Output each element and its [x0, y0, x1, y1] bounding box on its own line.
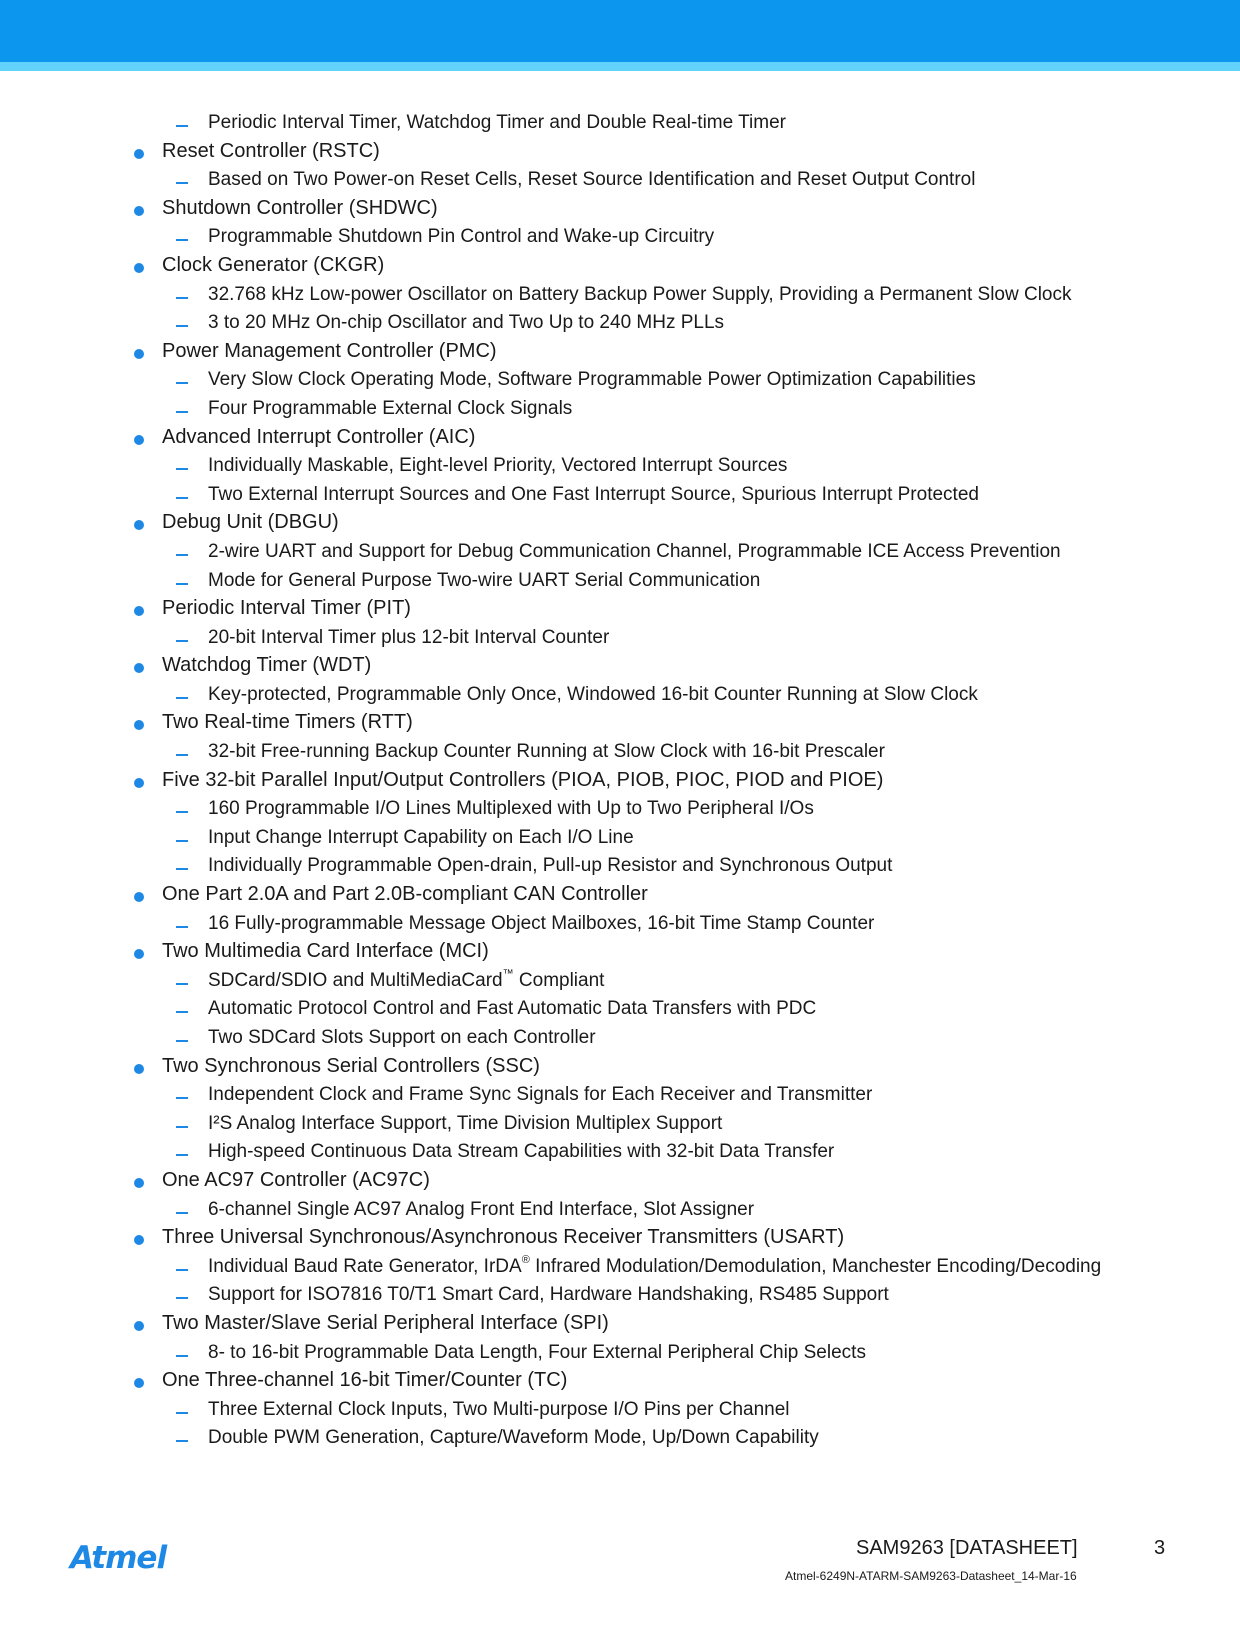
sub-list-item [0, 1023, 1240, 1052]
list-item [0, 1052, 1240, 1081]
item-text: Periodic Interval Timer (PIT) [162, 597, 411, 620]
item-text: Two Multimedia Card Interface (MCI) [162, 940, 489, 963]
list-item [0, 937, 1240, 966]
sub-list-item [0, 1338, 1240, 1367]
sub-list-item [0, 909, 1240, 938]
bullet-icon [134, 1378, 144, 1388]
item-text: High-speed Continuous Data Stream Capabilities with 32-bit Data Transfer [208, 1141, 835, 1163]
dash-icon [176, 125, 188, 127]
item-text: Clock Generator (CKGR) [162, 253, 385, 276]
sub-list-item [0, 1195, 1240, 1224]
bullet-icon [134, 892, 144, 902]
sub-list-item [0, 308, 1240, 337]
trademark-mark: ® [521, 1253, 530, 1266]
logo-text: Atmel [70, 1540, 167, 1576]
item-text: Power Management Controller (PMC) [162, 339, 497, 362]
list-item [0, 880, 1240, 909]
sub-list-item [0, 365, 1240, 394]
sub-list-item [0, 280, 1240, 309]
sub-list-item [0, 1395, 1240, 1424]
sub-list-item [0, 680, 1240, 709]
item-text: Automatic Protocol Control and Fast Automatic Data Transfers with PDC [208, 998, 817, 1020]
dash-icon [176, 840, 188, 842]
bullet-icon [134, 720, 144, 730]
item-text: 20-bit Interval Timer plus 12-bit Interval Counter [208, 626, 610, 648]
item-text: Two SDCard Slots Support on each Controller [208, 1027, 596, 1048]
item-text: Reset Controller (RSTC) [162, 139, 380, 162]
bullet-icon [134, 949, 144, 959]
item-text: Key-protected, Programmable Only Once, Windowed 16-bit Counter Running at Slow Clock [208, 683, 978, 705]
item-text: One Three-channel 16-bit Timer/Counter (TC) [162, 1369, 568, 1392]
dash-icon [176, 297, 188, 299]
dash-icon [176, 811, 188, 813]
sub-list-item [0, 566, 1240, 595]
list-item [0, 423, 1240, 452]
page-number: 3 [1154, 1537, 1166, 1559]
bullet-icon [134, 1064, 144, 1074]
sub-list-item [0, 1137, 1240, 1166]
sub-list-item [0, 1280, 1240, 1309]
list-item [0, 708, 1240, 737]
item-text: Input Change Interrupt Capability on Each I/O Line [208, 826, 634, 848]
sub-list-item [0, 737, 1240, 766]
sub-list-item [0, 1109, 1240, 1138]
dash-icon [176, 1355, 188, 1357]
list-item [0, 594, 1240, 623]
list-item [0, 337, 1240, 366]
item-text: Programmable Shutdown Pin Control and Wake-up Circuitry [208, 226, 715, 248]
sub-list-item [0, 1423, 1240, 1452]
dash-icon [176, 1011, 188, 1013]
dash-icon [176, 1040, 188, 1042]
list-item [0, 1166, 1240, 1195]
bullet-icon [134, 435, 144, 445]
item-text: Independent Clock and Frame Sync Signals for Each Receiver and Transmitter [208, 1084, 873, 1106]
bullet-icon [134, 778, 144, 788]
item-text: 16 Fully-programmable Message Object Mailboxes, 16-bit Time Stamp Counter [208, 912, 875, 934]
item-text: Advanced Interrupt Controller (AIC) [162, 425, 476, 448]
footer-title: SAM9263 [DATASHEET] [856, 1537, 1078, 1559]
sub-list-item [0, 480, 1240, 509]
feature-list [0, 108, 1240, 1452]
atmel-logo [70, 1540, 180, 1586]
item-text: Three Universal Synchronous/Asynchronous Receiver Transmitters (USART) [162, 1226, 845, 1249]
dash-icon [176, 382, 188, 384]
bullet-icon [134, 1178, 144, 1188]
bullet-icon [134, 606, 144, 616]
dash-icon [176, 239, 188, 241]
dash-icon [176, 1097, 188, 1099]
item-text: Support for ISO7816 T0/T1 Smart Card, Hardware Handshaking, RS485 Support [208, 1284, 889, 1306]
dash-icon [176, 497, 188, 499]
dash-icon [176, 697, 188, 699]
bullet-icon [134, 206, 144, 216]
sub-list-item [0, 823, 1240, 852]
dash-icon [176, 1269, 188, 1271]
item-text: 160 Programmable I/O Lines Multiplexed with Up to Two Peripheral I/Os [208, 798, 814, 820]
item-text: Debug Unit (DBGU) [162, 511, 339, 534]
item-text: Five 32-bit Parallel Input/Output Controllers (PIOA, PIOB, PIOC, PIOD and PIOE) [162, 768, 884, 791]
dash-icon [176, 182, 188, 184]
document-id: Atmel-6249N-ATARM-SAM9263-Datasheet_14-Mar-16 [785, 1569, 1077, 1583]
item-text: 2-wire UART and Support for Debug Communication Channel, Programmable ICE Access Prevention [208, 540, 1061, 562]
sub-list-item [0, 222, 1240, 251]
item-text: Three External Clock Inputs, Two Multi-purpose I/O Pins per Channel [208, 1398, 790, 1420]
list-item [0, 1366, 1240, 1395]
bullet-icon [134, 149, 144, 159]
item-text: 8- to 16-bit Programmable Data Length, Four External Peripheral Chip Selects [208, 1341, 866, 1363]
dash-icon [176, 754, 188, 756]
item-text: Shutdown Controller (SHDWC) [162, 196, 438, 219]
header-bar [0, 0, 1240, 62]
dash-icon [176, 1297, 188, 1299]
item-text: Individual Baud Rate Generator, IrDA® Infrared Modulation/Demodulation, Manchester Encoding/Decoding [208, 1253, 1102, 1277]
list-item [0, 1223, 1240, 1252]
item-text: Mode for General Purpose Two-wire UART Serial Communication [208, 569, 761, 591]
dash-icon [176, 868, 188, 870]
item-text: I²S Analog Interface Support, Time Division Multiplex Support [208, 1112, 723, 1134]
dash-icon [176, 640, 188, 642]
dash-icon [176, 583, 188, 585]
item-text: Double PWM Generation, Capture/Waveform Mode, Up/Down Capability [208, 1427, 819, 1449]
item-text: Based on Two Power-on Reset Cells, Reset Source Identification and Reset Output Control [208, 169, 976, 191]
sub-list-item [0, 537, 1240, 566]
sub-list-item [0, 994, 1240, 1023]
dash-icon [176, 1412, 188, 1414]
item-text: Watchdog Timer (WDT) [162, 654, 372, 677]
sub-list-item [0, 165, 1240, 194]
sub-list-item [0, 966, 1240, 995]
sub-list-item [0, 1252, 1240, 1281]
item-text: Two External Interrupt Sources and One Fast Interrupt Source, Spurious Interrupt Protected [208, 483, 979, 505]
item-text: Two Master/Slave Serial Peripheral Interface (SPI) [162, 1311, 609, 1334]
item-text: One AC97 Controller (AC97C) [162, 1168, 430, 1191]
item-text: Two Real-time Timers (RTT) [162, 711, 413, 734]
sub-list-item [0, 108, 1240, 137]
sub-list-item [0, 1080, 1240, 1109]
item-text: 32.768 kHz Low-power Oscillator on Battery Backup Power Supply, Providing a Permanent Slow Clock [208, 283, 1072, 305]
item-text: Four Programmable External Clock Signals [208, 397, 573, 419]
dash-icon [176, 983, 188, 985]
item-text: Periodic Interval Timer, Watchdog Timer and Double Real-time Timer [208, 112, 786, 133]
list-item [0, 194, 1240, 223]
dash-icon [176, 1154, 188, 1156]
bullet-icon [134, 1235, 144, 1245]
item-text: 32-bit Free-running Backup Counter Running at Slow Clock with 16-bit Prescaler [208, 741, 885, 763]
item-text: Very Slow Clock Operating Mode, Software Programmable Power Optimization Capabilities [208, 369, 976, 391]
item-text: 3 to 20 MHz On-chip Oscillator and Two Up to 240 MHz PLLs [208, 312, 725, 334]
dash-icon [176, 554, 188, 556]
sub-list-item [0, 451, 1240, 480]
dash-icon [176, 1212, 188, 1214]
dash-icon [176, 325, 188, 327]
list-item [0, 508, 1240, 537]
bullet-icon [134, 663, 144, 673]
sub-list-item [0, 794, 1240, 823]
list-item [0, 137, 1240, 166]
bullet-icon [134, 349, 144, 359]
bullet-icon [134, 263, 144, 273]
header-stripe [0, 62, 1240, 71]
list-item [0, 651, 1240, 680]
sub-list-item [0, 851, 1240, 880]
list-item [0, 1309, 1240, 1338]
list-item [0, 766, 1240, 795]
dash-icon [176, 468, 188, 470]
trademark-mark: ™ [502, 967, 514, 980]
dash-icon [176, 411, 188, 413]
dash-icon [176, 926, 188, 928]
list-item [0, 251, 1240, 280]
dash-icon [176, 1440, 188, 1442]
bullet-icon [134, 1321, 144, 1331]
sub-list-item [0, 394, 1240, 423]
item-text: One Part 2.0A and Part 2.0B-compliant CAN Controller [162, 883, 648, 906]
item-text: Two Synchronous Serial Controllers (SSC) [162, 1054, 540, 1077]
item-text: SDCard/SDIO and MultiMediaCard™ Compliant [208, 967, 605, 991]
item-text: Individually Maskable, Eight-level Priority, Vectored Interrupt Sources [208, 455, 788, 477]
item-text: 6-channel Single AC97 Analog Front End Interface, Slot Assigner [208, 1198, 755, 1220]
dash-icon [176, 1126, 188, 1128]
item-text: Individually Programmable Open-drain, Pull-up Resistor and Synchronous Output [208, 855, 893, 877]
sub-list-item [0, 623, 1240, 652]
bullet-icon [134, 520, 144, 530]
